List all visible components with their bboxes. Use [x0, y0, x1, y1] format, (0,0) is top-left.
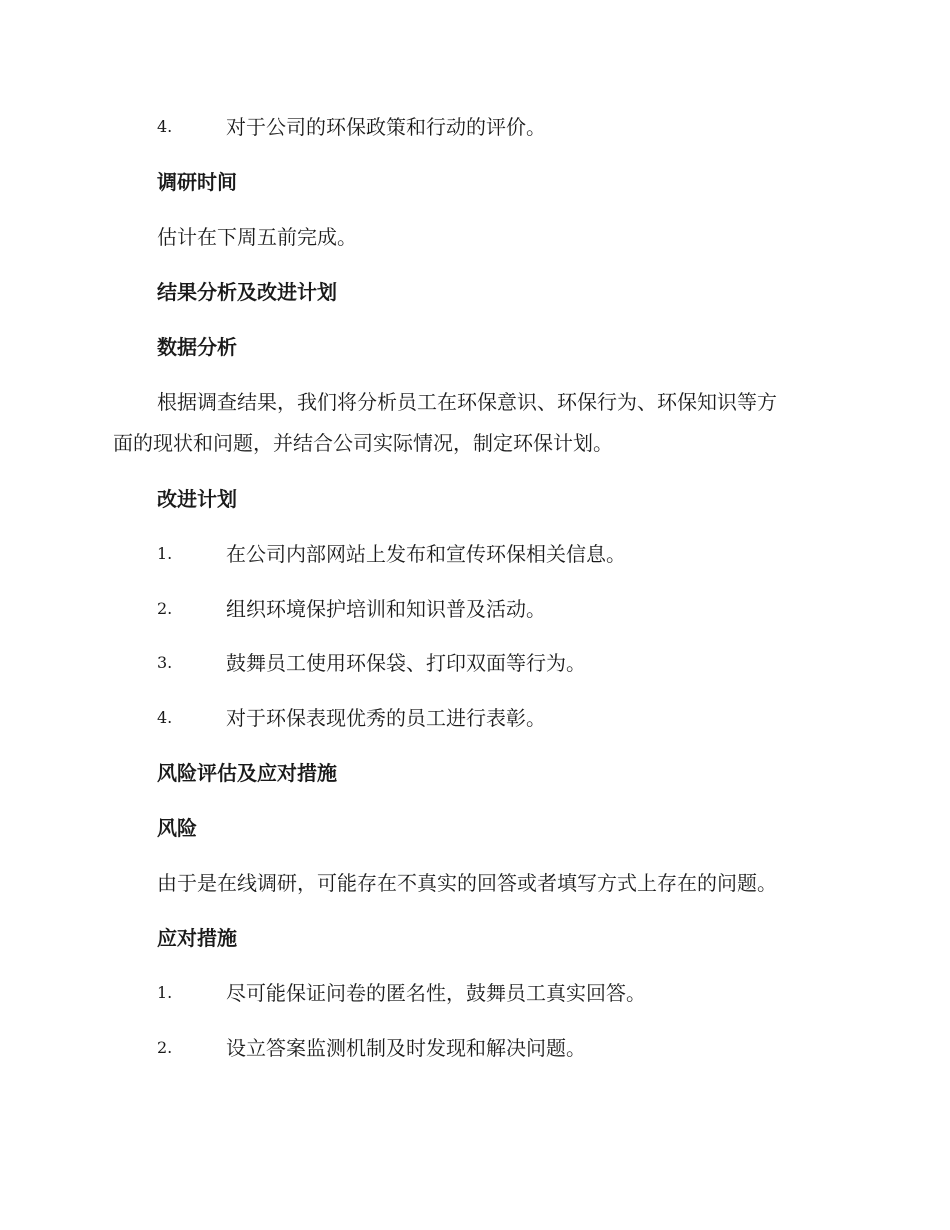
- subheading-risk: 风险: [157, 816, 197, 840]
- list-text: 鼓舞员工使用环保袋、打印双面等行为。: [226, 651, 586, 675]
- list-number: 4.: [157, 117, 173, 136]
- list-number: 4.: [157, 708, 173, 727]
- list-text: 组织环境保护培训和知识普及活动。: [226, 597, 546, 621]
- list-number: 1.: [157, 544, 173, 563]
- list-number: 1.: [157, 983, 173, 1002]
- paragraph-risk: 由于是在线调研，可能存在不真实的回答或者填写方式上存在的问题。: [157, 871, 777, 895]
- section-heading-survey-time: 调研时间: [157, 170, 237, 194]
- list-text: 对于环保表现优秀的员工进行表彰。: [226, 706, 546, 730]
- paragraph-survey-time: 估计在下周五前完成。: [157, 225, 357, 249]
- paragraph-data-analysis-line1: 根据调查结果，我们将分析员工在环保意识、环保行为、环保知识等方: [157, 390, 777, 414]
- list-text: 对于公司的环保政策和行动的评价。: [226, 115, 546, 139]
- section-heading-risk: 风险评估及应对措施: [157, 761, 337, 785]
- list-number: 3.: [157, 653, 173, 672]
- list-number: 2.: [157, 599, 173, 618]
- section-heading-results: 结果分析及改进计划: [157, 280, 337, 304]
- list-text: 设立答案监测机制及时发现和解决问题。: [226, 1036, 586, 1060]
- subheading-data-analysis: 数据分析: [157, 335, 237, 359]
- subheading-improvement-plan: 改进计划: [157, 487, 237, 511]
- paragraph-data-analysis-line2: 面的现状和问题，并结合公司实际情况，制定环保计划。: [113, 431, 613, 455]
- list-text: 尽可能保证问卷的匿名性，鼓舞员工真实回答。: [226, 981, 646, 1005]
- list-text: 在公司内部网站上发布和宣传环保相关信息。: [226, 542, 626, 566]
- subheading-measures: 应对措施: [157, 926, 237, 950]
- list-number: 2.: [157, 1038, 173, 1057]
